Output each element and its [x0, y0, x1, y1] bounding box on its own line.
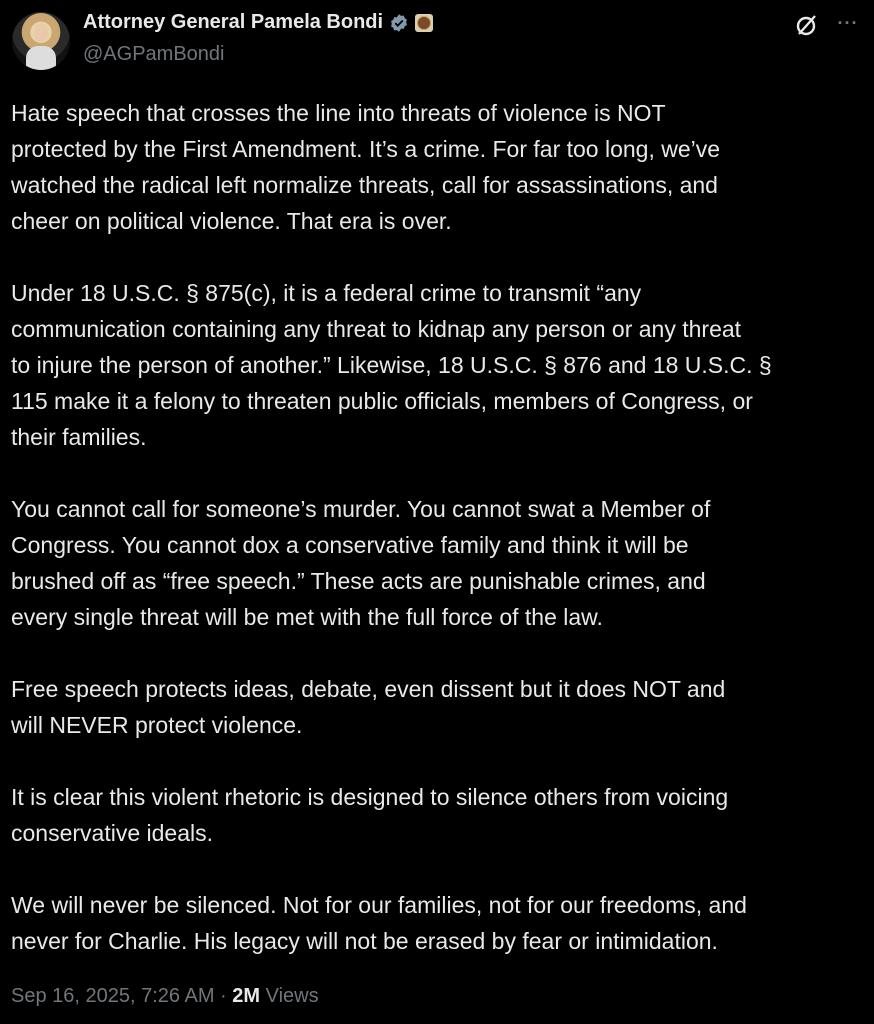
- post-paragraph: [11, 491, 871, 635]
- post-line: 115 make it a felony to threaten public officials, members of Congress, or: [11, 388, 753, 414]
- post-line: their families.: [11, 424, 147, 450]
- post-line: We will never be silenced. Not for our families, not for our freedoms, and: [11, 892, 747, 918]
- post-line: to injure the person of another.” Likewise, 18 U.S.C. § 876 and 18 U.S.C. §: [11, 352, 772, 378]
- grok-icon[interactable]: [793, 12, 819, 38]
- post-text: [11, 95, 871, 995]
- post-paragraph: [11, 275, 871, 455]
- post-paragraph: [11, 887, 871, 959]
- post-line: Congress. You cannot dox a conservative family and think it will be: [11, 532, 689, 558]
- more-options-icon[interactable]: ···: [837, 13, 859, 33]
- post-paragraph: [11, 671, 871, 743]
- verified-badge-icon: [389, 13, 409, 33]
- post-line: protected by the First Amendment. It’s a crime. For far too long, we’ve: [11, 136, 721, 162]
- timestamp[interactable]: Sep 16, 2025, 7:26 AM: [11, 985, 215, 1007]
- post-line: Free speech protects ideas, debate, even dissent but it does NOT and: [11, 676, 726, 702]
- post-meta: [11, 985, 319, 1008]
- author-name-row: [83, 11, 433, 34]
- post-paragraph: [11, 779, 871, 851]
- post-paragraph: [11, 95, 871, 239]
- author-name[interactable]: Attorney General Pamela Bondi: [83, 11, 384, 33]
- author-handle[interactable]: @AGPamBondi: [83, 43, 225, 65]
- post-line: cheer on political violence. That era is over.: [11, 208, 452, 234]
- post-line: will NEVER protect violence.: [11, 712, 303, 738]
- post-line: brushed off as “free speech.” These acts are punishable crimes, and: [11, 568, 706, 594]
- post-line: never for Charlie. His legacy will not be erased by fear or intimidation.: [11, 928, 718, 954]
- post-line: It is clear this violent rhetoric is designed to silence others from voicing: [11, 784, 729, 810]
- post-line: every single threat will be met with the full force of the law.: [11, 604, 603, 630]
- avatar[interactable]: [12, 12, 70, 70]
- post-line: You cannot call for someone’s murder. You cannot swat a Member of: [11, 496, 711, 522]
- post-line: conservative ideals.: [11, 820, 213, 846]
- affiliation-seal-icon[interactable]: [415, 14, 433, 32]
- views-count: 2M: [232, 985, 261, 1007]
- post-line: watched the radical left normalize threats, call for assassinations, and: [11, 172, 718, 198]
- separator: ·: [214, 985, 233, 1007]
- post-line: communication containing any threat to kidnap any person or any threat: [11, 316, 742, 342]
- post-line: Hate speech that crosses the line into threats of violence is NOT: [11, 100, 666, 126]
- post-line: Under 18 U.S.C. § 875(c), it is a federal crime to transmit “any: [11, 280, 642, 306]
- views-label: Views: [260, 985, 319, 1007]
